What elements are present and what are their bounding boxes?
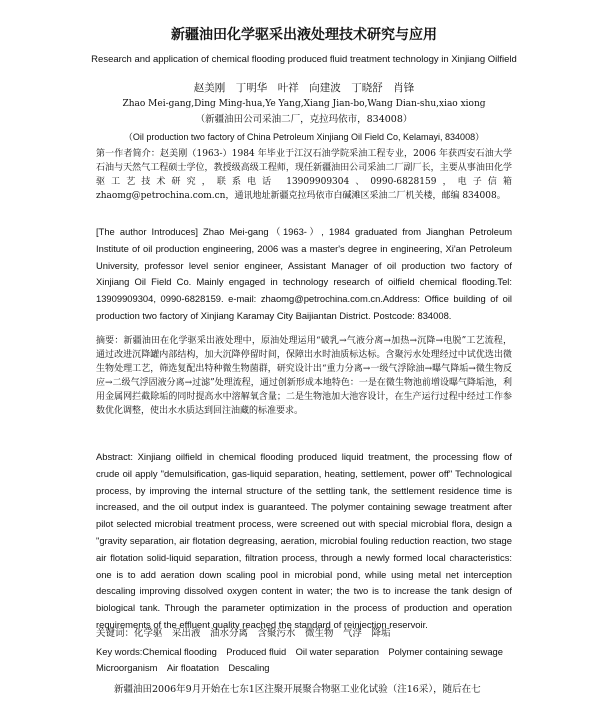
authors-cn: 赵美刚 丁明华 叶祥 向建波 丁晓舒 肖锋 xyxy=(193,82,415,94)
keywords-cn: 关键词：化学驱 采出液 油水分离 含聚污水 微生物 气浮 降垢 xyxy=(96,628,391,639)
authors-en: Zhao Mei-gang,Ding Ming-hua,Ye Yang,Xiang Jian-bo,Wang Dian-shu,xiao xiong xyxy=(122,99,486,109)
keywords-en: Key words:Chemical flooding Produced fluid Oil water separation Polymer containing sewage Microorganism Air floatation Descaling xyxy=(96,646,513,673)
abstract-cn: 摘要：新疆油田在化学驱采出液处理中，原油处理运用“破乳→气液分离→加热→沉降→电脱”工艺流程，通过改进沉降罐内部结构，加大沉降停留时间，保障出水时油质标达标。含聚污水处理经过中试优选出微生物处理工艺，筛选复配出特种微生物菌群，研究设计出“重力分离→一级气浮除油→曝气降垢→微生物反应→二级气浮固液分离→过滤”处理流程，通过创新形成本地特色：一是在微生物池前增设曝气降垢池，利用金属网拦截除垢的同时提高水中溶解氧含量；二是生物池加大池容设计，在生产运行过程中经过工作参数优化调整，使出水水质达到回注油藏的标准要求。 xyxy=(96,336,512,416)
author-intro-cn: 第一作者简介：赵美刚（1963-）1984 年毕业于江汉石油学院采油工程专业，2006 年获西安石油大学石油与天然气工程硕士学位，教授级高级工程师，现任新疆油田公司采油二厂副厂长，主要从事油田化学驱工艺技术研究，联系电话 13909909304、0990-6828159，电子信箱 zhaomg@petrochina.com.cn，通讯地址新疆克拉玛依市白碱滩区采油二厂机关楼，邮编 834008。 xyxy=(96,149,512,201)
abstract-en: Abstract: Xinjiang oilfield in chemical flooding produced liquid treatment, the processing flow of crude oil apply "demulsification, gas-liquid separation, heating, settlement, power off" Technological process, by improving the internal structure of the settling tank, the settlement residence time is increased, and the oil output index is guaranteed. The polymer containing sewage treatment after pilot selected microbial treatment process, were screened out with special microbial flora, design a "gravity separation, air flotation degreasing, aeration, microbial fouling reduction reaction, two stage air flotation solid-liquid separation, filtration process, through a newly formed local characteristics: one is to add aeration down scaling pool in microbial pond, while using metal net interception descaling improving dissolved oxygen content in water; the two is to increase the tank design of biological tank. Through the parameter optimization in the process of production and operation requirements of the effluent quality reached the standard of reinjection reservoir. xyxy=(96,451,512,630)
affiliation-cn: （新疆油田公司采油二厂，克拉玛依市，834008） xyxy=(195,114,413,125)
body-text-start: 新疆油田2006年9月开始在七东1区注聚开展聚合物驱工业化试验（注16采），随后在七 xyxy=(114,684,481,695)
paper-title-en: Research and application of chemical flooding produced fluid treatment technology in Xinjiang Oilfield xyxy=(91,54,517,65)
affiliation-en: （Oil production two factory of China Petroleum Xinjiang Oil Field Co, Kelamayi, 834008） xyxy=(123,132,485,142)
author-intro-en: [The author Introduces] Zhao Mei-gang（1963-）, 1984 graduated from Jianghan Petroleum Institute of oil production engineering, 2006 was a master's degree in engineering, Xi'an Petroleum University, professor level senior engineer, Assistant Manager of oil production two factory of Xinjiang Oil Field Co. Mainly engaged in technology research of oilfield chemical flooding.Tel: 13909909304, 0990-6828159. e-mail: zhaomg@petrochina.com.cn.Address: Office building of oil production two factory of Xinjiang Karamay City Baijiantan District. Postcode: 834008. xyxy=(96,226,512,321)
paper-title-cn: 新疆油田化学驱采出液处理技术研究与应用 xyxy=(171,27,437,43)
